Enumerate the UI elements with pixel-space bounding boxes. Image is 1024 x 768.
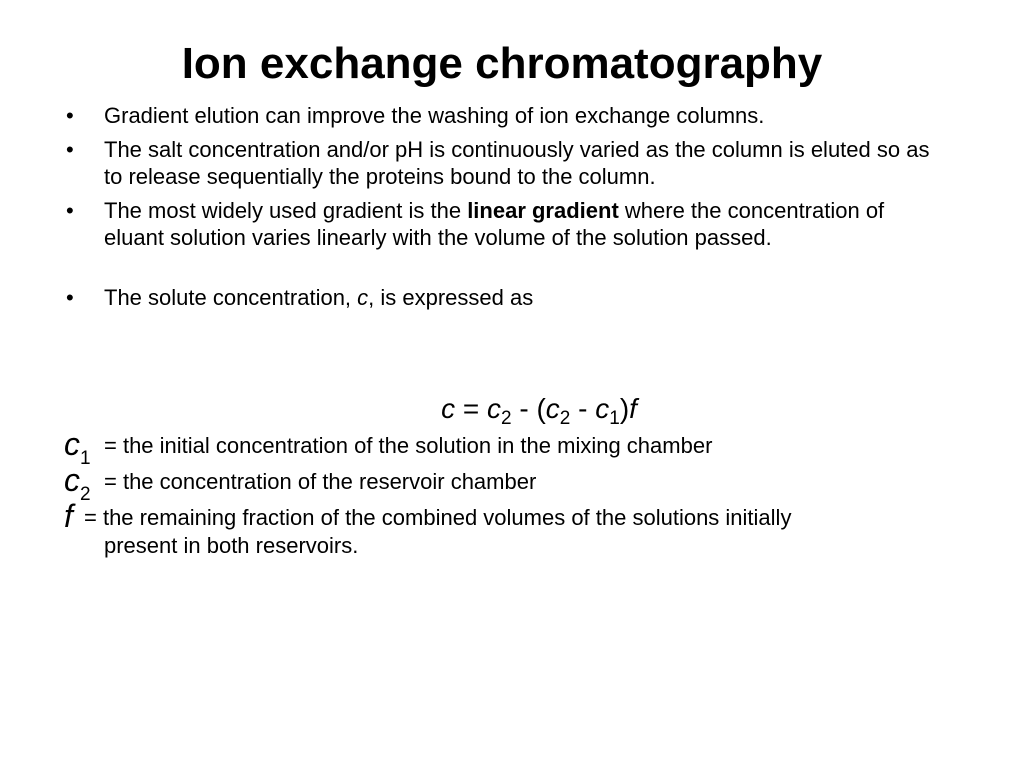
symbol-letter: c bbox=[64, 462, 80, 498]
eq-c: c bbox=[441, 393, 456, 424]
symbol-letter: f bbox=[64, 498, 73, 534]
slide-title: Ion exchange chromatography bbox=[181, 39, 823, 88]
bullet-text-after: where the concentration of eluant solution varies linearly with the volume of the solution passed. bbox=[104, 198, 885, 250]
bullet-text-before: The solute concentration, bbox=[104, 285, 358, 310]
bullet-item bbox=[0, 136, 1024, 190]
bullet-glyph: • bbox=[66, 285, 74, 310]
bullet-text-italic: c bbox=[357, 285, 369, 310]
definition-text: = the concentration of the reservoir chamber bbox=[104, 469, 537, 494]
definition-c1 bbox=[64, 426, 944, 469]
eq-minus-open: - ( bbox=[511, 393, 546, 424]
eq-sub2b: 2 bbox=[559, 408, 571, 429]
eq-equals: = bbox=[455, 393, 487, 424]
eq-c2a: c bbox=[486, 393, 501, 424]
bullet-text: Gradient elution can improve the washing of ion exchange columns. bbox=[104, 103, 765, 128]
bullet-glyph: • bbox=[66, 137, 74, 162]
definition-text: = the remaining fraction of the combined volumes of the solutions initially bbox=[84, 505, 792, 530]
eq-minus: - bbox=[570, 393, 596, 424]
bullet-item bbox=[0, 197, 1024, 251]
bullet-text: The salt concentration and/or pH is continuously varied as the column is eluted so as to release sequentially the proteins bound to the column. bbox=[104, 137, 930, 189]
definition-f bbox=[64, 498, 944, 560]
definition-text: = the initial concentration of the solution in the mixing chamber bbox=[104, 433, 713, 458]
eq-sub1: 1 bbox=[609, 408, 620, 429]
equation bbox=[0, 392, 1024, 429]
definition-text-continuation: present in both reservoirs. bbox=[104, 533, 359, 558]
eq-c2b: c bbox=[545, 393, 560, 424]
bullet-text-after: , is expressed as bbox=[368, 285, 534, 310]
bullet-glyph: • bbox=[66, 103, 74, 128]
definition-c2 bbox=[64, 462, 944, 505]
eq-close: ) bbox=[619, 393, 630, 424]
symbol-letter: c bbox=[64, 426, 80, 462]
bullet-text-bold: linear gradient bbox=[467, 198, 619, 223]
symbol-subscript: 1 bbox=[80, 448, 91, 469]
bullet-text-before: The most widely used gradient is the bbox=[104, 198, 468, 223]
eq-c1: c bbox=[595, 393, 610, 424]
eq-sub2a: 2 bbox=[500, 408, 512, 429]
definition-symbol bbox=[64, 426, 91, 469]
definition-symbol bbox=[64, 462, 91, 505]
symbol-subscript: 2 bbox=[80, 484, 91, 505]
bullet-list bbox=[0, 102, 1024, 318]
bullet-item bbox=[0, 102, 1024, 129]
bullet-item bbox=[0, 284, 1024, 311]
eq-f: f bbox=[629, 393, 637, 424]
definitions bbox=[64, 426, 944, 568]
bullet-glyph: • bbox=[66, 198, 74, 223]
definition-symbol bbox=[64, 500, 73, 532]
